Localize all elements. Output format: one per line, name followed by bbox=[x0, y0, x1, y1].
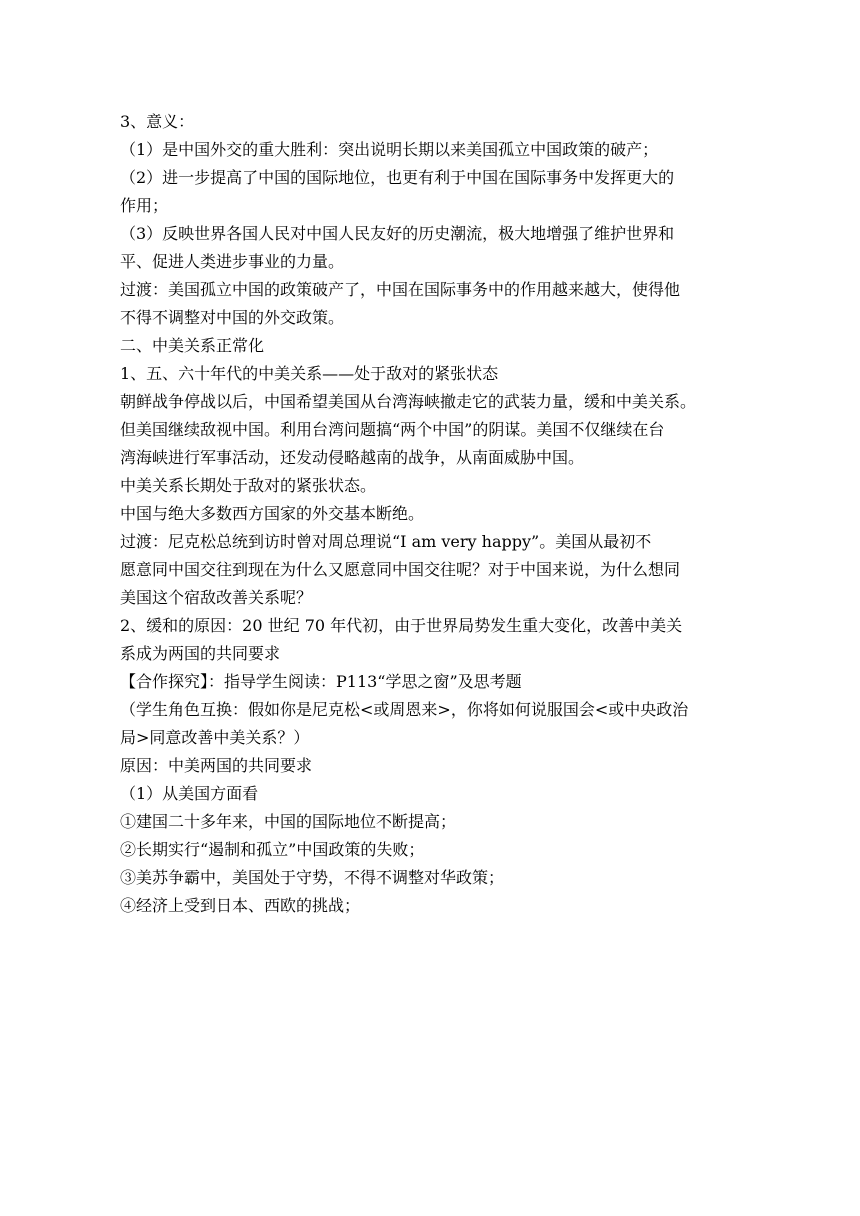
list-item: ①建国二十多年来，中国的国际地位不断提高； bbox=[120, 812, 457, 831]
paragraph-line: 不得不调整对中国的外交政策。 bbox=[120, 308, 345, 327]
paragraph-line: 局>同意改善中美关系？） bbox=[120, 728, 310, 747]
paragraph-line: 原因：中美两国的共同要求 bbox=[120, 756, 313, 775]
paragraph-line: 愿意同中国交往到现在为什么又愿意同中国交往呢？对于中国来说，为什么想同 bbox=[120, 560, 681, 579]
paragraph-line: 美国这个宿敌改善关系呢？ bbox=[120, 588, 313, 607]
list-item: ④经济上受到日本、西欧的挑战； bbox=[120, 896, 361, 915]
paragraph-line: 作用； bbox=[120, 196, 169, 215]
paragraph-line: 过渡：尼克松总统到访时曾对周总理说“I am very happy”。美国从最初不 bbox=[120, 532, 652, 551]
paragraph-line: （2）进一步提高了中国的国际地位，也更有利于中国在国际事务中发挥更大的 bbox=[120, 168, 675, 187]
paragraph-line: 平、促进人类进步事业的力量。 bbox=[120, 252, 345, 271]
section-heading-significance: 3、意义： bbox=[120, 112, 195, 131]
list-item: ②长期实行“遏制和孤立”中国政策的失败； bbox=[120, 840, 425, 859]
paragraph-line: 朝鲜战争停战以后，中国希望美国从台湾海峡撤走它的武装力量，缓和中美关系。 bbox=[120, 392, 697, 411]
paragraph-line: 中美关系长期处于敌对的紧张状态。 bbox=[120, 476, 377, 495]
paragraph-line: 但美国继续敌视中国。利用台湾问题搞“两个中国”的阴谋。美国不仅继续在台 bbox=[120, 420, 665, 439]
paragraph-line: （学生角色互换：假如你是尼克松<或周恩来>，你将如何说服国会<或中央政治 bbox=[120, 700, 689, 719]
paragraph-line: 中国与绝大多数西方国家的外交基本断绝。 bbox=[120, 504, 425, 523]
paragraph-line: （3）反映世界各国人民对中国人民友好的历史潮流，极大地增强了维护世界和 bbox=[120, 224, 675, 243]
paragraph-line: （1）从美国方面看 bbox=[120, 784, 259, 803]
subsection-heading: 2、缓和的原因：20 世纪 70 年代初，由于世界局势发生重大变化，改善中美关 bbox=[120, 616, 683, 635]
section-heading-normalization: 二、中美关系正常化 bbox=[120, 336, 265, 355]
list-item: ③美苏争霸中，美国处于守势，不得不调整对华政策； bbox=[120, 868, 505, 887]
paragraph-line: 系成为两国的共同要求 bbox=[120, 644, 281, 663]
subsection-heading: 1、五、六十年代的中美关系——处于敌对的紧张状态 bbox=[120, 364, 499, 383]
paragraph-line: 【合作探究】：指导学生阅读：P113“学思之窗”及思考题 bbox=[120, 672, 522, 691]
paragraph-line: 过渡：美国孤立中国的政策破产了，中国在国际事务中的作用越来越大，使得他 bbox=[120, 280, 681, 299]
paragraph-line: （1）是中国外交的重大胜利：突出说明长期以来美国孤立中国政策的破产； bbox=[120, 140, 659, 159]
paragraph-line: 湾海峡进行军事活动，还发动侵略越南的战争，从南面威胁中国。 bbox=[120, 448, 585, 467]
document-body bbox=[120, 108, 740, 920]
